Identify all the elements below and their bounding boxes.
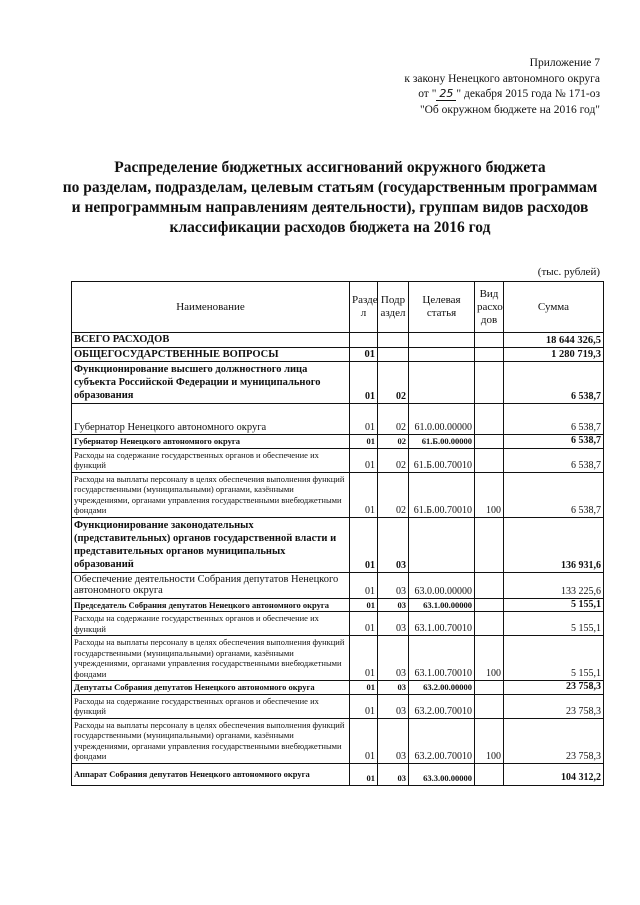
row-name: Расходы на содержание государственных органов и обеспечение их функций [72, 448, 350, 472]
row-section: 01 [350, 612, 378, 636]
title-line-3: и непрограммным направлениям деятельности), группам видов расходов [71, 199, 589, 216]
row-subsection [378, 333, 409, 348]
annex-number: Приложение 7 [529, 57, 600, 69]
row-section: 01 [350, 636, 378, 681]
row-subsection: 02 [378, 362, 409, 404]
row-name: Функционирование высшего должностного лица субъекта Российской Федерации и муниципального образования [72, 362, 350, 404]
annex-reference [404, 56, 600, 118]
annex-date-prefix: от " [418, 88, 437, 100]
row-subsection: 03 [378, 694, 409, 718]
row-sum: 5 155,1 [504, 636, 604, 681]
row-name: ВСЕГО РАСХОДОВ [72, 333, 350, 348]
title-line-2: по разделам, подразделам, целевым статьям (государственным программам [62, 179, 598, 196]
row-sum: 1 280 719,3 [504, 347, 604, 362]
row-subsection: 02 [378, 435, 409, 449]
row-article: 63.1.00.70010 [409, 636, 475, 681]
annex-date-day: 25 [436, 88, 456, 101]
row-subsection: 03 [378, 636, 409, 681]
row-article [409, 333, 475, 348]
row-name: Расходы на содержание государственных органов и обеспечение их функций [72, 694, 350, 718]
row-article: 63.3.00.00000 [409, 763, 475, 785]
table-row [72, 572, 604, 598]
row-subsection: 03 [378, 763, 409, 785]
table-row [72, 681, 604, 695]
row-article: 63.2.00.70010 [409, 694, 475, 718]
table-header-row [72, 282, 604, 333]
header-sum: Сумма [504, 282, 604, 333]
row-sum: 6 538,7 [504, 435, 604, 449]
row-sum: 6 538,7 [504, 362, 604, 404]
row-article: 63.1.00.70010 [409, 612, 475, 636]
row-name: Обеспечение деятельности Собрания депутатов Ненецкого автономного округа [72, 572, 350, 598]
row-name: Функционирование законодательных (представительных) органов государственной власти и представительных органов муниципальных образований [72, 517, 350, 572]
row-kind: 100 [475, 472, 504, 517]
annex-date-suffix: " декабря 2015 года № 171-оз [456, 88, 600, 100]
row-article: 61.Б.00.70010 [409, 472, 475, 517]
row-subsection [378, 347, 409, 362]
table-row [72, 718, 604, 763]
row-subsection: 03 [378, 718, 409, 763]
row-kind: 100 [475, 718, 504, 763]
row-kind [475, 362, 504, 404]
row-kind [475, 598, 504, 612]
unit-note: (тыс. рублей) [537, 266, 600, 278]
budget-table [71, 281, 604, 786]
row-subsection: 02 [378, 404, 409, 435]
table-row [72, 472, 604, 517]
row-sum: 136 931,6 [504, 517, 604, 572]
row-article: 63.2.00.00000 [409, 681, 475, 695]
row-sum: 23 758,3 [504, 681, 604, 695]
document-title [50, 158, 610, 238]
row-name: Расходы на выплаты персоналу в целях обеспечения выполнения функций государственными (муниципальными) органами, казёнными учреждениями, органами управления государственными внебюджетными фондами [72, 718, 350, 763]
row-section: 01 [350, 362, 378, 404]
row-section: 01 [350, 347, 378, 362]
table-row [72, 612, 604, 636]
row-name: Губернатор Ненецкого автономного округа [72, 404, 350, 435]
row-article: 61.Б.00.70010 [409, 448, 475, 472]
row-name: Расходы на содержание государственных органов и обеспечение их функций [72, 612, 350, 636]
row-name: Аппарат Собрания депутатов Ненецкого автономного округа [72, 763, 350, 785]
row-section: 01 [350, 517, 378, 572]
row-subsection: 03 [378, 681, 409, 695]
row-sum: 23 758,3 [504, 718, 604, 763]
row-sum: 6 538,7 [504, 472, 604, 517]
row-subsection: 03 [378, 572, 409, 598]
row-section: 01 [350, 404, 378, 435]
title-line-4: классификации расходов бюджета на 2016 год [169, 219, 491, 236]
row-sum: 5 155,1 [504, 612, 604, 636]
row-sum: 6 538,7 [504, 448, 604, 472]
row-subsection: 02 [378, 472, 409, 517]
row-name: Губернатор Ненецкого автономного округа [72, 435, 350, 449]
table-row [72, 435, 604, 449]
row-name: Председатель Собрания депутатов Ненецкого автономного округа [72, 598, 350, 612]
row-kind [475, 694, 504, 718]
row-sum: 104 312,2 [504, 763, 604, 785]
row-section: 01 [350, 598, 378, 612]
row-name: Депутаты Собрания депутатов Ненецкого автономного округа [72, 681, 350, 695]
row-name: Расходы на выплаты персоналу в целях обеспечения выполнения функций государственными (муниципальными) органами, казёнными учреждениями, органами управления государственными внебюджетными фондами [72, 636, 350, 681]
table-row [72, 694, 604, 718]
row-kind [475, 404, 504, 435]
header-name: Наименование [72, 282, 350, 333]
table-row [72, 517, 604, 572]
row-kind [475, 517, 504, 572]
row-kind [475, 763, 504, 785]
table-row [72, 763, 604, 785]
row-sum: 23 758,3 [504, 694, 604, 718]
row-article: 63.1.00.00000 [409, 598, 475, 612]
row-subsection: 03 [378, 612, 409, 636]
table-row [72, 598, 604, 612]
table-row [72, 347, 604, 362]
header-kind: Вид расхо дов [475, 282, 504, 333]
row-kind [475, 681, 504, 695]
row-name: ОБЩЕГОСУДАРСТВЕННЫЕ ВОПРОСЫ [72, 347, 350, 362]
row-section: 01 [350, 572, 378, 598]
row-section: 01 [350, 435, 378, 449]
row-article [409, 517, 475, 572]
row-section: 01 [350, 472, 378, 517]
header-subsection: Подр аздел [378, 282, 409, 333]
row-kind [475, 435, 504, 449]
row-subsection: 03 [378, 517, 409, 572]
row-sum: 5 155,1 [504, 598, 604, 612]
row-section: 01 [350, 681, 378, 695]
table-row [72, 636, 604, 681]
table-row [72, 404, 604, 435]
row-section: 01 [350, 694, 378, 718]
row-article [409, 347, 475, 362]
row-section: 01 [350, 448, 378, 472]
table-row [72, 362, 604, 404]
row-kind [475, 333, 504, 348]
row-kind: 100 [475, 636, 504, 681]
row-article: 63.0.00.00000 [409, 572, 475, 598]
row-article: 63.2.00.70010 [409, 718, 475, 763]
row-article [409, 362, 475, 404]
row-name: Расходы на выплаты персоналу в целях обеспечения выполнения функций государственными (муниципальными) органами, казёнными учреждениями, органами управления государственными внебюджетными фондами [72, 472, 350, 517]
row-section: 01 [350, 763, 378, 785]
row-section: 01 [350, 718, 378, 763]
row-section [350, 333, 378, 348]
row-kind [475, 448, 504, 472]
row-kind [475, 612, 504, 636]
row-kind [475, 572, 504, 598]
annex-law-title: "Об окружном бюджете на 2016 год" [419, 103, 600, 116]
header-article: Целевая статья [409, 282, 475, 333]
annex-date [404, 87, 600, 103]
table-row [72, 333, 604, 348]
row-subsection: 03 [378, 598, 409, 612]
row-kind [475, 347, 504, 362]
row-subsection: 02 [378, 448, 409, 472]
row-sum: 133 225,6 [504, 572, 604, 598]
header-section: Разде л [350, 282, 378, 333]
row-sum: 6 538,7 [504, 404, 604, 435]
table-row [72, 448, 604, 472]
row-article: 61.0.00.00000 [409, 404, 475, 435]
title-line-1: Распределение бюджетных ассигнований окружного бюджета [114, 159, 546, 176]
row-sum: 18 644 326,5 [504, 333, 604, 348]
annex-law: к закону Ненецкого автономного округа [404, 72, 600, 85]
row-article: 61.Б.00.00000 [409, 435, 475, 449]
